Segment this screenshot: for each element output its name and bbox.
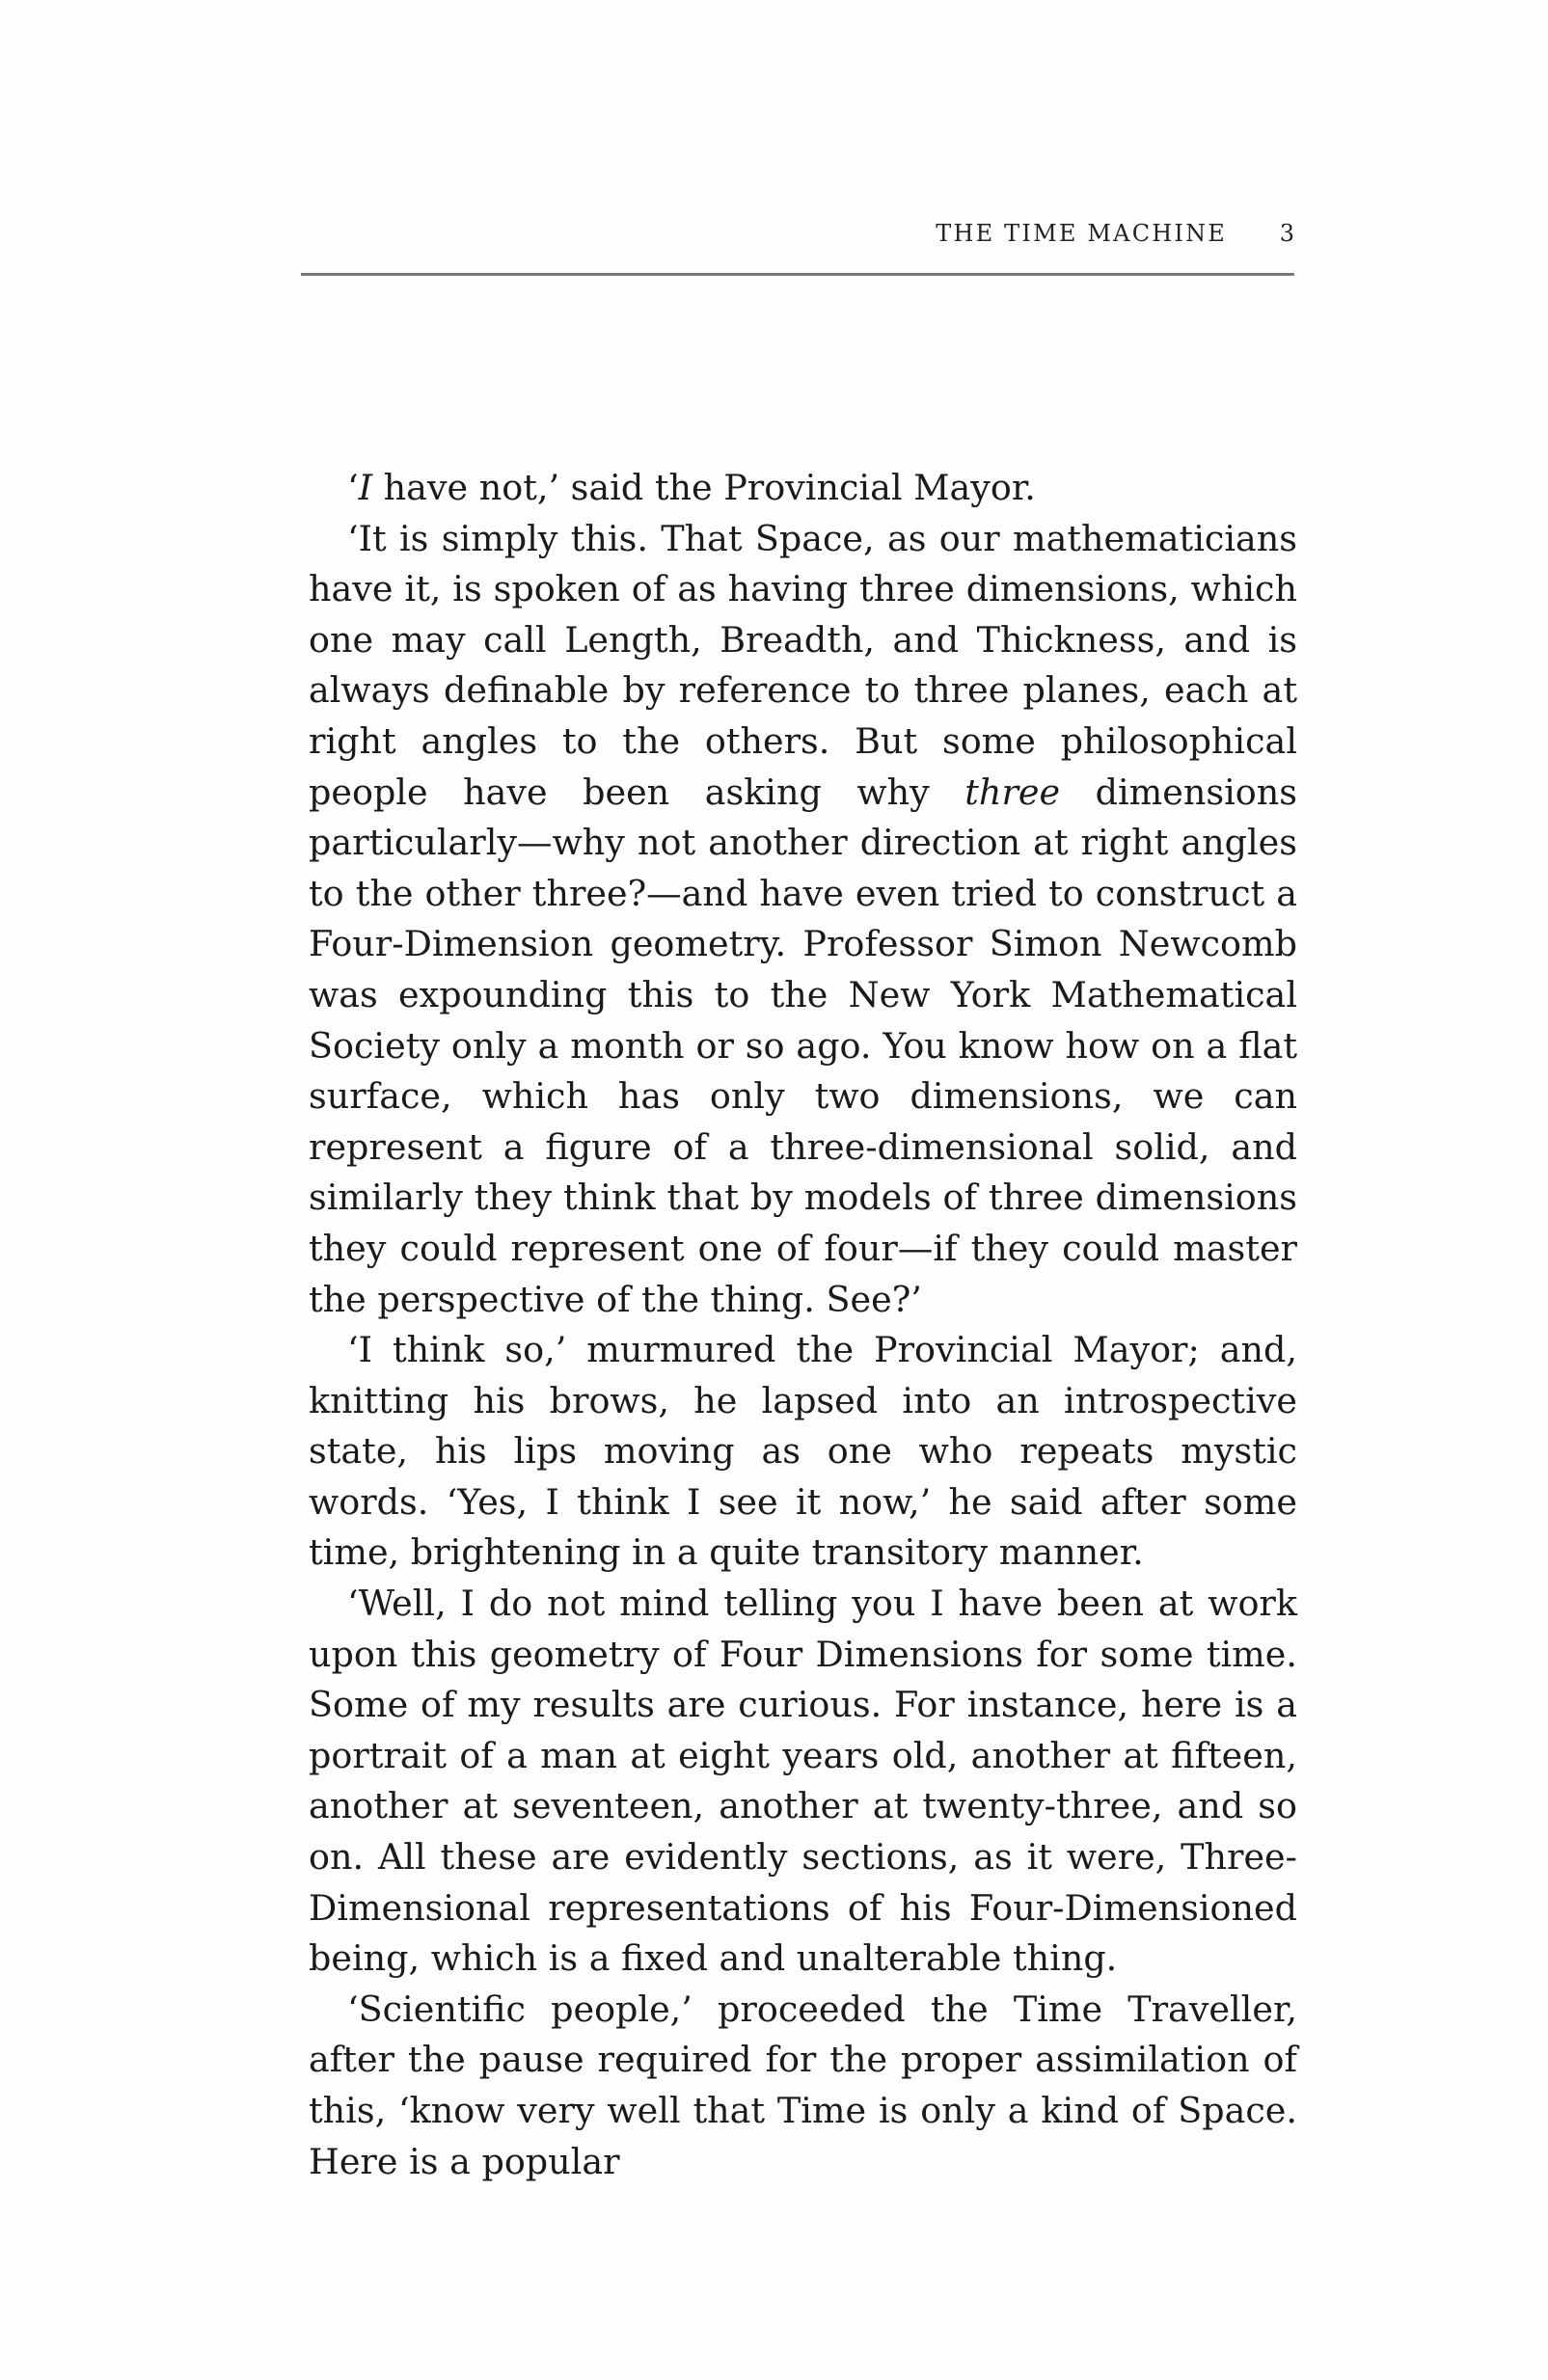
paragraph-1-text: have not,’ said the Provincial Mayor.	[372, 467, 1036, 508]
paragraph-2-text-b: dimensions particularly—why not another direction at right angles to the other three?—and have even tried to construct a Four-Dimension geometry. Professor Simon Newcomb was expounding this to the New York Mathematical Society only a month or so ago. You know how on a flat surface, which has only two dimensions, we can represent a figure of a three-dimensional solid, and similarly they think that by models of three dimensions they could represent one of four—if they could master the perspective of the thing. See?’	[309, 771, 1297, 1320]
paragraph-2-italic: three	[964, 771, 1061, 813]
paragraph-2	[309, 514, 1297, 1326]
paragraph-2-text-a: ‘It is simply this. That Space, as our mathematicians have it, is spoken of as having three dimensions, which one may call Length, Breadth, and Thickness, and is always definable by reference to three planes, each at right angles to the others. But some philosophical people have been asking why	[309, 517, 1297, 813]
running-title: THE TIME MACHINE	[936, 220, 1227, 247]
page-number: 3	[1279, 220, 1294, 247]
running-head	[301, 214, 1294, 253]
paragraph-5: ‘Scientific people,’ proceeded the Time Traveller, after the pause required for the proper assimilation of this, ‘know very well that Time is only a kind of Space. Here is a popular	[309, 1988, 1297, 2182]
paragraph-1-italic: I	[358, 467, 373, 508]
body-text	[309, 463, 1297, 2187]
paragraph-3: ‘I think so,’ murmured the Provincial Mayor; and, knitting his brows, he lapsed into an introspective state, his lips moving as one who repeats mystic words. ‘Yes, I think I see it now,’ he said after some time, brightening in a quite transitory manner.	[309, 1329, 1297, 1574]
header-rule	[301, 273, 1294, 276]
paragraph-1: ‘I have not,’ said the Provincial Mayor.	[347, 467, 1036, 508]
paragraph-4: ‘Well, I do not mind telling you I have been at work upon this geometry of Four Dimensions for some time. Some of my results are curious. For instance, here is a portrait of a man at eight years old, another at fifteen, another at seventeen, another at twenty-three, and so on. All these are evidently sections, as it were, Three-Dimensional representations of his Four-Dimensioned being, which is a fixed and unalterable thing.	[309, 1582, 1297, 1980]
